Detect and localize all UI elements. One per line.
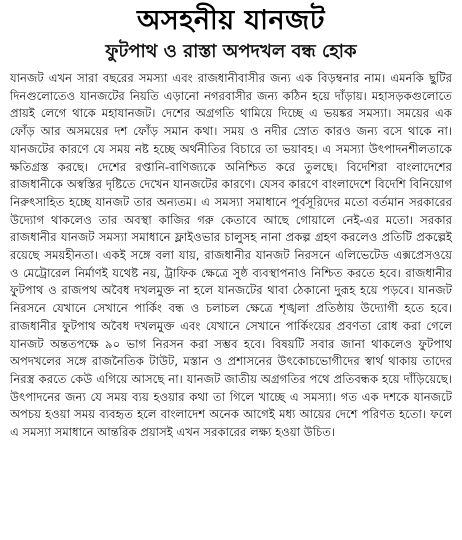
article-headline: অসহনীয় যানজট bbox=[137, 5, 325, 36]
article-body: যানজট এখন সারা বছরের সমস্যা এবং রাজধানীবাসীর জন্য এক বিড়ম্বনার নাম। এমনকি ছুটির দিনগুলোতেও যানজটের নিয়তি এড়ানো নগরবাসীর জন্য কঠিন হয়ে দাঁড়ায়। মহাসড়কগুলোতে প্রায়ই লেগে থাকে মহাযানজট। দেশের অগ্রগতি থামিয়ে দিচ্ছে এ ভয়ঙ্কর সমস্যা। সময়ের এক ফোঁড় আর অসময়ের দশ ফোঁড় সমান কথা। সময় ও নদীর স্রোত কারও জন্য বসে থাকে না। যানজটের কারণে যে সময় নষ্ট হচ্ছে অর্থনীতির বিচারে তা ভয়াবহ। এ সমস্যা উৎপাদনশীলতাকে ক্ষতিগ্রস্ত করছে। দেশের রপ্তানি-বাণিজ্যকে অনিশ্চিত করে তুলছে। বিদেশিরা বাংলাদেশের রাজধানীকে অস্বস্তির দৃষ্টিতে দেখেন যানজটের কারণে। যেসব কারণে বাংলাদেশে বিদেশি বিনিয়োগ নিরুৎসাহিত হচ্ছে যানজট তার অন্যতম। এ সমস্যা সমাধানে পূর্বসূরিদের মতো বর্তমান সরকারের উদ্যোগ থাকলেও তার অবস্থা কাজির গরু কেতাবে আছে গোয়ালে নেই-এর মতো। সরকার রাজধানীর যানজট সমস্যা সমাধানে ফ্লাইওভার চালুসহ নানা প্রকল্প গ্রহণ করলেও প্রতিটি প্রকল্পেই রয়েছে সময়হীনতা। একই সঙ্গে বলা যায়, রাজধানীর যানজট নিরসনে এলিভেটেড এক্সপ্রেসওয়ে ও মেট্রোরেল নির্মাণই যথেষ্ট নয়, ট্রাফিক ক্ষেত্রে সুষ্ঠ ব্যবস্থাপনাও নিশ্চিত করতে হবে। রাজধানীর ফুটপাথ ও রাজপথ অবৈধ দখলমুক্ত না হলে যানজটের থাবা ঠেকানো দুরূহ হয়ে পড়বে। যানজট নিরসনে যেখানে সেখানে পার্কিং বন্ধ ও চলাচল ক্ষেত্রে শৃঙ্খলা প্রতিষ্ঠায় উদ্যোগী হতে হবে। রাজধানীর ফুটপাথ অবৈধ দখলমুক্ত এবং যেখানে সেখানে পার্কিংয়ের প্রবণতা রোধ করা গেলে যানজট অন্ততপক্ষে ৯০ ভাগ নিরসন করা সম্ভব হবে। বিষয়টি সবার জানা থাকলেও ফুটপাথ অপদখলের সঙ্গে রাজনৈতিক টাউট, মস্তান ও প্রশাসনের উৎকোচভোগীদের স্বার্থ থাকায় তাদের নিরস্ত্র করতে কেউ এগিয়ে আসছে না। যানজট জাতীয় অগ্রগতির পথে প্রতিবন্ধক হয়ে দাঁড়িয়েছে। উৎপাদনের জন্য যে সময় ব্যয় হওয়ার কথা তা গিলে খাচ্ছে এ সমস্যা। গত এক দশকে যানজটে অপচয় হওয়া সময় ব্যবহৃত হলে বাংলাদেশ অনেক আগেই মধ্য আয়ের দেশে পরিণত হতো। ফলে এ সমস্যা সমাধানে আন্তরিক প্রয়াসই এখন সরকারের লক্ষ্য হওয়া উচিত। bbox=[10, 71, 452, 440]
article-subheadline: ফুটপাথ ও রাস্তা অপদখল বন্ধ হোক bbox=[105, 41, 357, 62]
